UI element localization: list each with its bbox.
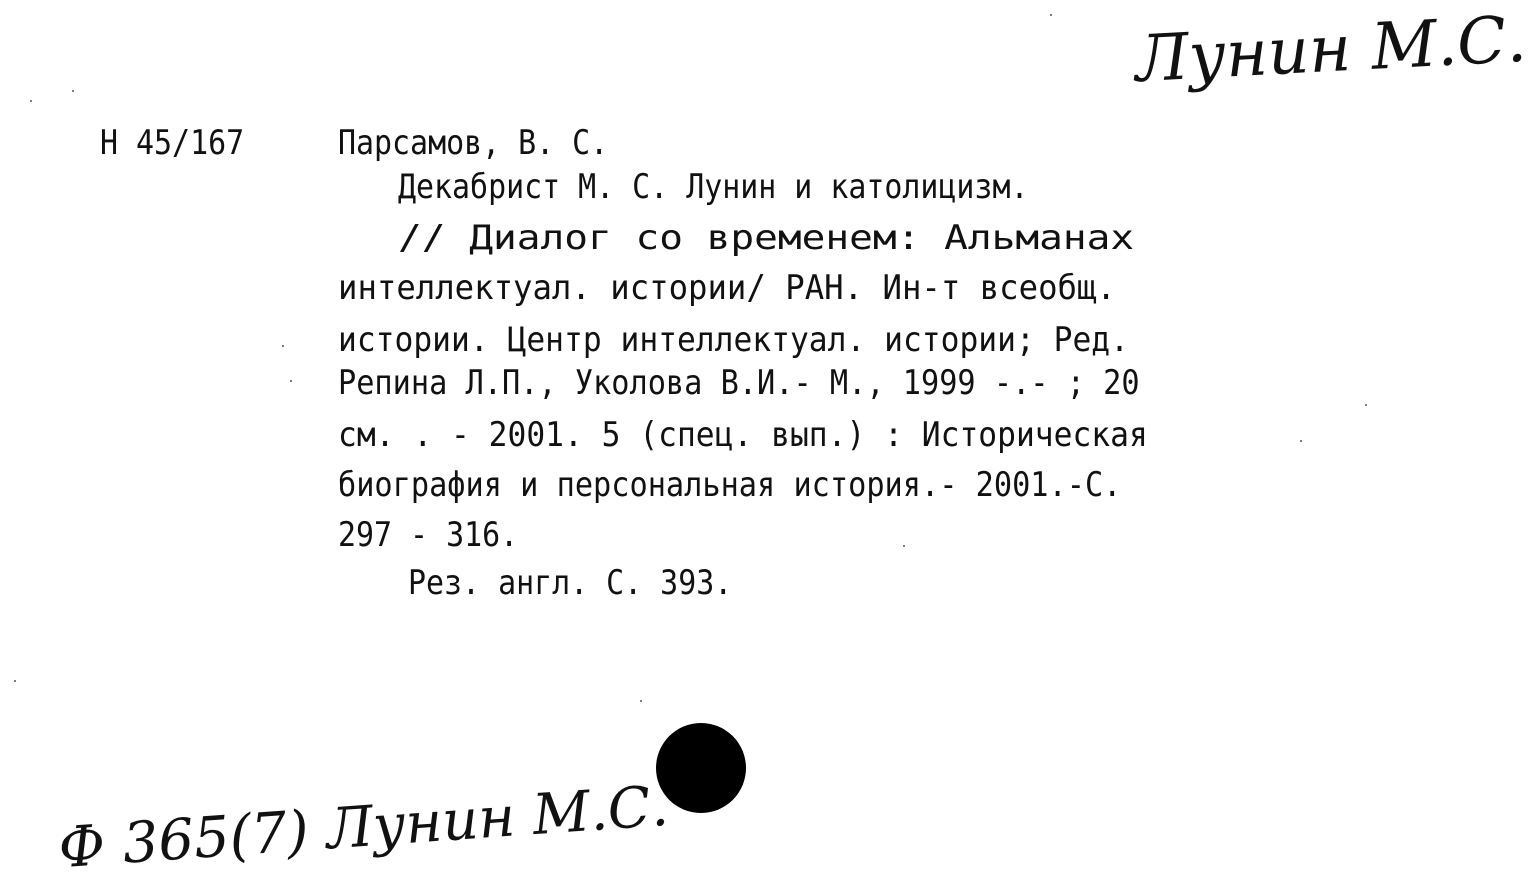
card-punch-hole [656, 723, 746, 813]
scan-speck [640, 700, 642, 702]
summary-note: Рез. англ. С. 393. [408, 563, 733, 603]
scan-speck [72, 90, 74, 92]
scan-speck [1300, 440, 1302, 442]
scan-speck [282, 345, 284, 347]
citation-line-4: Репина Л.П., Уколова В.И.- М., 1999 -.- ; 20 [338, 363, 1140, 403]
scan-speck [903, 545, 905, 547]
scan-speck [30, 100, 32, 102]
scan-speck [290, 380, 292, 382]
citation-line-3: истории. Центр интеллектуал. истории; Ред. [338, 320, 1129, 360]
citation-line-6: биография и персональная история.- 2001.-С. [338, 465, 1122, 505]
citation-line-7: 297 - 316. [338, 515, 519, 555]
handwritten-shelf-mark: Ф 365(7) Лунин М.С. [56, 773, 671, 881]
citation-line-5: см. . - 2001. 5 (спец. вып.) : Историческая [338, 415, 1148, 455]
citation-line-1: // Диалог со временем: Альманах [398, 218, 1135, 258]
scan-speck [1050, 14, 1052, 16]
handwritten-subject-heading: Лунин М.С. [1133, 2, 1528, 98]
article-title: Декабрист М. С. Лунин и католицизм. [398, 167, 1029, 207]
citation-line-2: интеллектуал. истории/ РАН. Ин-т всеобщ. [338, 268, 1116, 308]
call-number: Н 45/167 [100, 123, 245, 163]
author-heading: Парсамов, В. С. [338, 123, 609, 163]
scan-speck [1365, 404, 1367, 406]
scan-speck [14, 680, 16, 682]
